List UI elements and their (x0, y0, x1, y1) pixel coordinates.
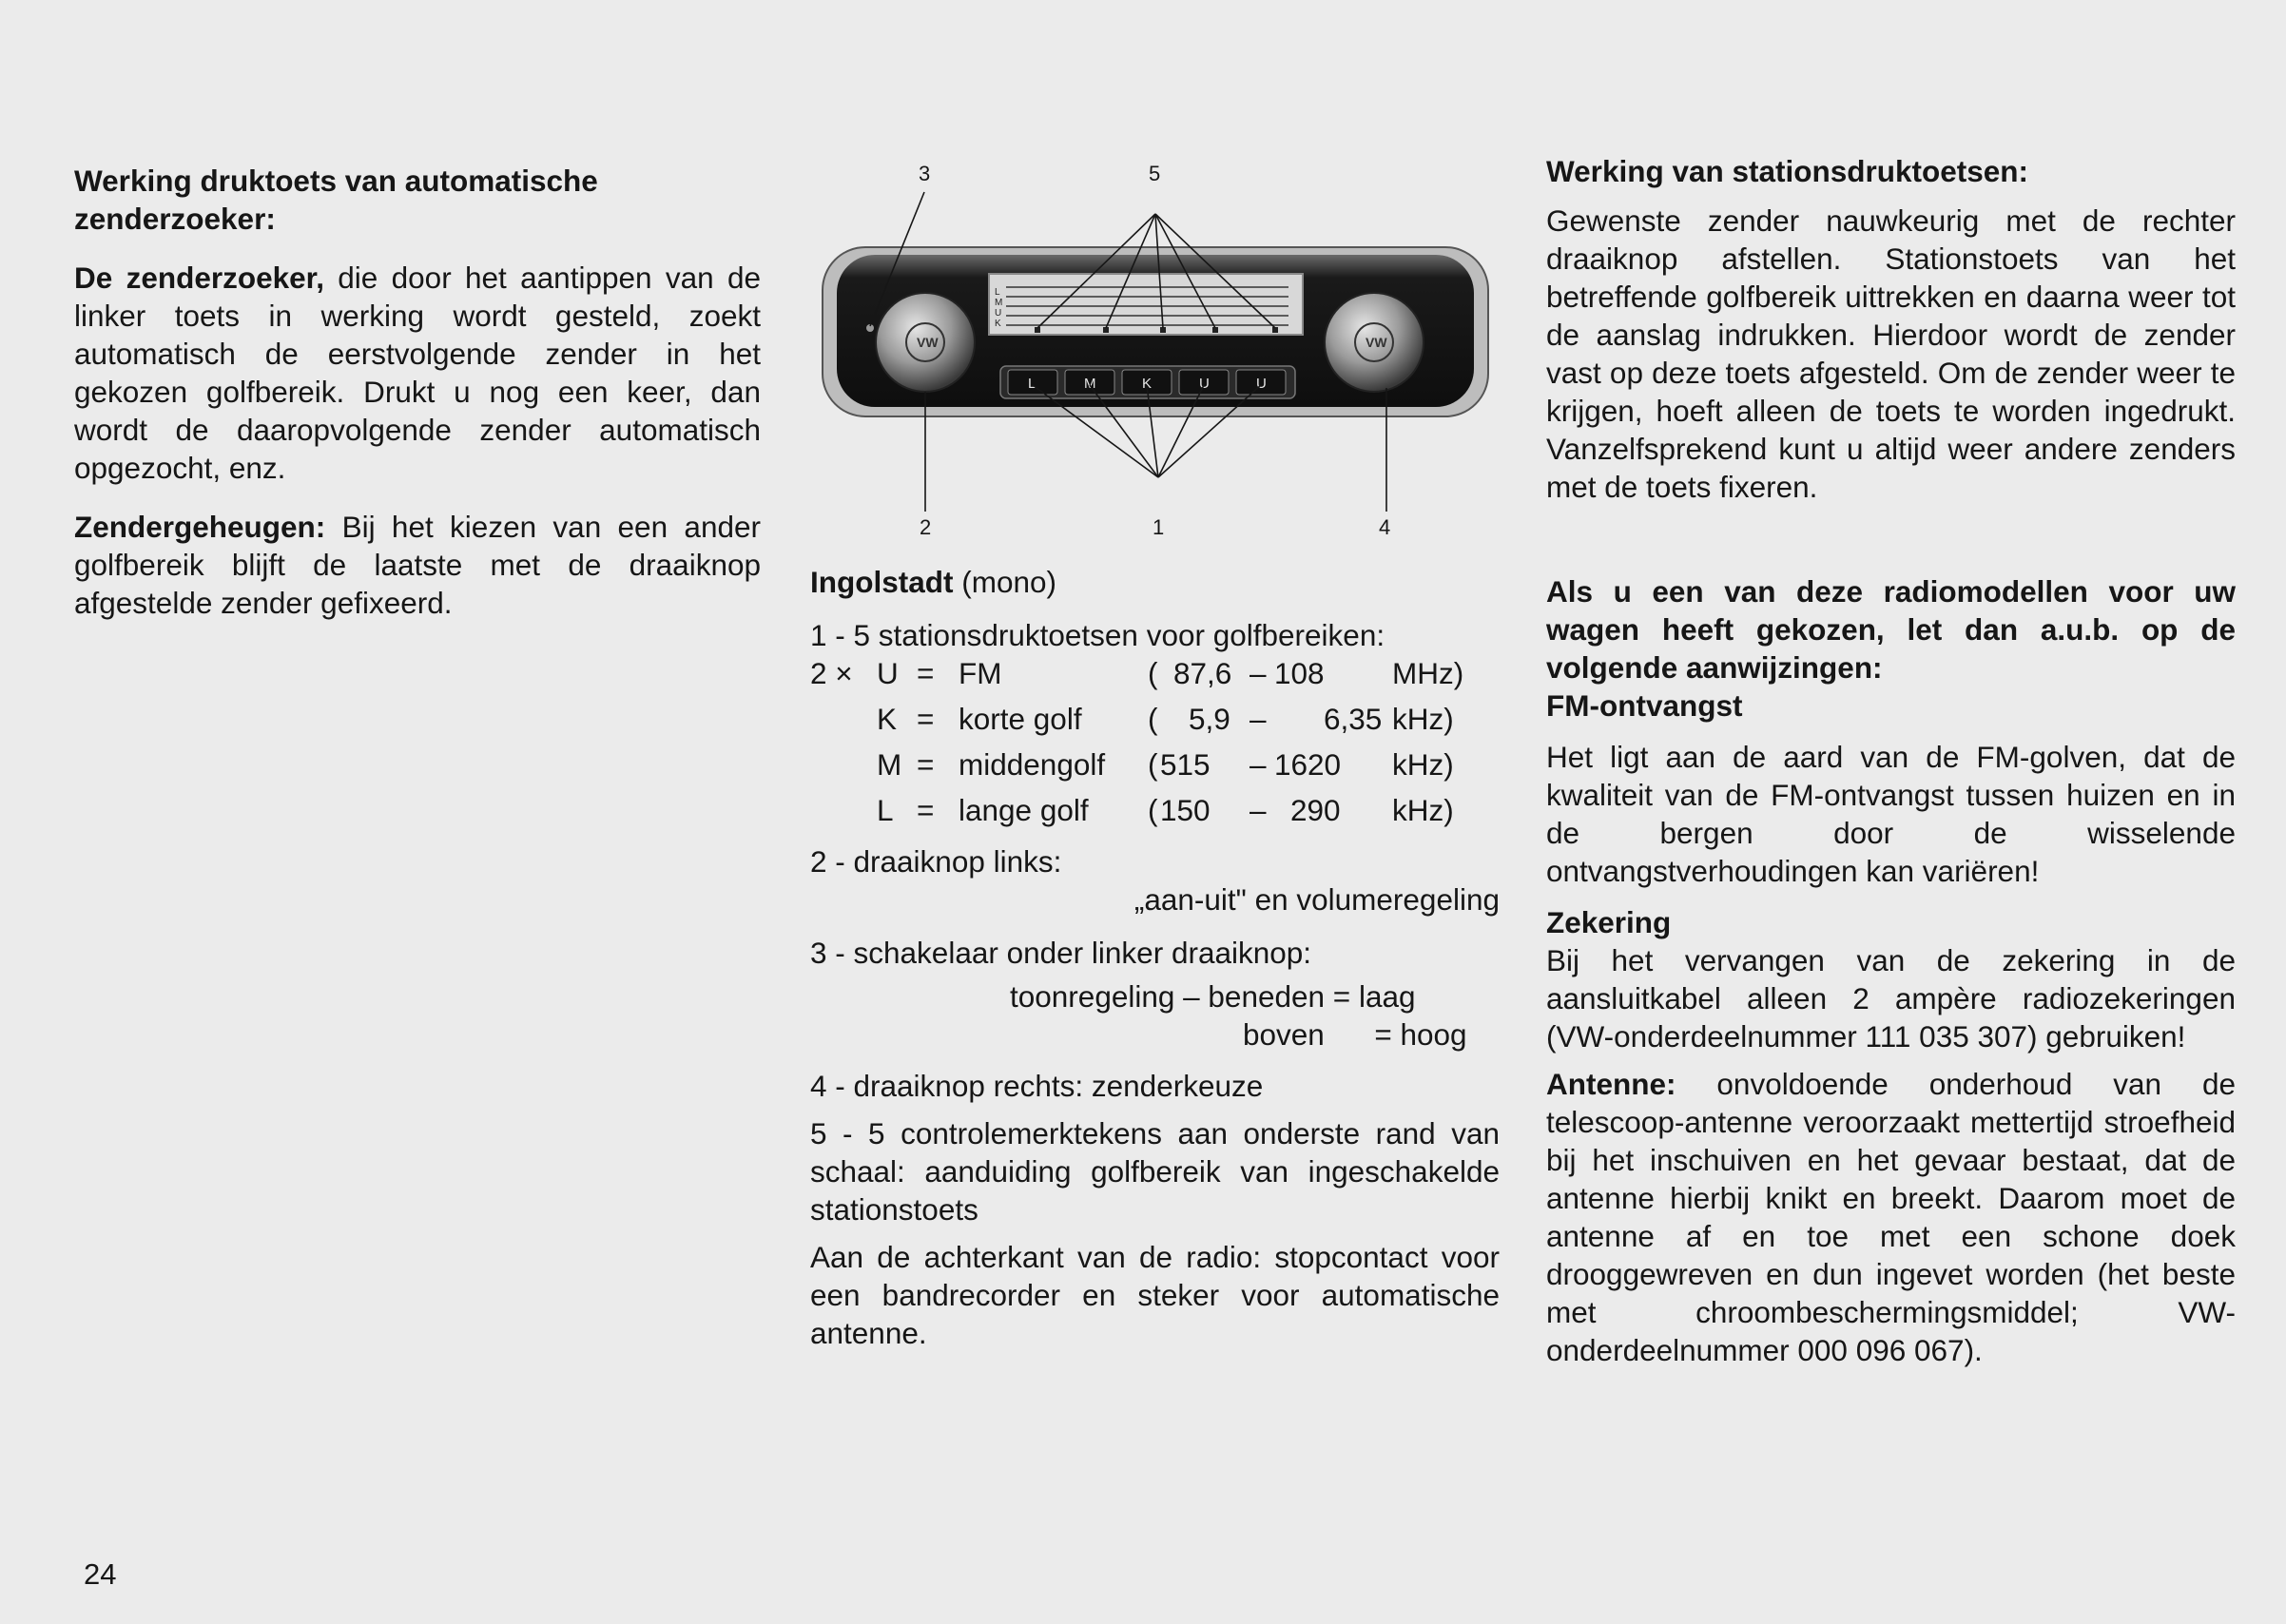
zenderzoeker-text: die door het aantippen van de linker toets in werking wordt gesteld, zoekt automatisch de eerstvolgende zender in het gekozen golfbereik. Drukt u nog een keer, dan wordt de daaropvolgende zender automatisch opgezocht, enz. (74, 261, 761, 485)
band-high: 290 (1290, 793, 1341, 827)
band-dash: – (1250, 747, 1267, 782)
band-open: ( (1148, 656, 1158, 690)
band-key: L (877, 793, 894, 827)
band-low: 515 (1160, 747, 1211, 782)
band-high: 1620 (1274, 747, 1342, 782)
model-name: Ingolstadt (810, 565, 954, 599)
station-button-label-u1: U (1199, 376, 1210, 392)
band-name: FM (959, 656, 1002, 690)
zendergeheugen-term: Zendergeheugen: (74, 510, 326, 544)
band-eq: = (917, 747, 935, 782)
dial-row-label-l: L (995, 287, 1000, 298)
left-knob-logo: VW (917, 335, 939, 350)
band-prefix: 2 × (810, 656, 853, 690)
zekering-heading: Zekering (1546, 905, 1672, 939)
callout-4: 4 (1379, 515, 1391, 539)
band-dash: – (1250, 793, 1267, 827)
model-title (810, 563, 1500, 601)
dial-row-label-u: U (995, 308, 1002, 319)
tone-low: toonregeling – beneden = laag (1010, 979, 1416, 1014)
band-row-fm (810, 654, 1500, 700)
item-2-sub: „aan-uit" en volumeregeling (1133, 882, 1500, 917)
band-eq: = (917, 702, 935, 736)
item-3: 3 - schakelaar onder linker draaiknop: (810, 936, 1312, 970)
middle-column (810, 563, 1500, 1352)
radio-illustration (808, 152, 1502, 551)
callout-3: 3 (919, 162, 931, 185)
fm-paragraph: Het ligt aan de aard van de FM-golven, dat de kwaliteit van de FM-ontvangst tussen huizen en in de bergen door de wisselende ontvangstverhoudingen kan variëren! (1546, 740, 2236, 888)
item-5: 5 - 5 controlemerktekens aan onderste rand van schaal: aanduiding golfbereik van ingeschakelde stationstoets (810, 1116, 1500, 1227)
band-unit: kHz) (1392, 702, 1454, 736)
station-button-label-k: K (1142, 376, 1153, 392)
band-key: M (877, 747, 902, 782)
band-low: 150 (1160, 793, 1211, 827)
item-2: 2 - draaiknop links: (810, 844, 1062, 879)
left-column (74, 162, 761, 622)
zenderzoeker-paragraph (74, 259, 761, 487)
model-suffix: (mono) (953, 565, 1057, 599)
right-column (1546, 152, 2236, 1369)
band-key: U (877, 656, 899, 690)
band-key: K (877, 702, 898, 736)
band-eq: = (917, 656, 935, 690)
callout-2: 2 (920, 515, 932, 539)
band-dash: – (1250, 702, 1267, 736)
band-dash: – (1250, 656, 1267, 690)
band-table (810, 654, 1500, 837)
zendergeheugen-text: Bij het kiezen van een ander golfbereik blijft de laatste met de draaiknop afgestelde zender gefixeerd. (74, 510, 761, 620)
band-low: 87,6 (1173, 656, 1232, 690)
band-unit: kHz) (1392, 747, 1454, 782)
dial-row-label-k: K (995, 319, 1001, 329)
zendergeheugen-paragraph (74, 508, 761, 622)
dial-row-label-m: M (995, 298, 1003, 308)
band-eq: = (917, 793, 935, 827)
item-1: 1 - 5 stationsdruktoetsen voor golfbereiken: (810, 618, 1385, 652)
zenderzoeker-term: De zenderzoeker, (74, 261, 324, 295)
band-row-k (810, 700, 1500, 745)
antenne-term: Antenne: (1546, 1067, 1676, 1101)
band-low: 5,9 (1189, 702, 1230, 736)
antenne-paragraph (1546, 1065, 2236, 1369)
item-4: 4 - draaiknop rechts: zenderkeuze (810, 1069, 1264, 1103)
callout-5: 5 (1149, 162, 1161, 185)
station-button-label-m: M (1084, 376, 1096, 392)
page-number: 24 (84, 1557, 117, 1591)
band-row-l (810, 791, 1500, 837)
stationstoetsen-paragraph: Gewenste zender nauwkeurig met de rechter draaiknop afstellen. Stationstoets van het betreffende golfbereik uittrekken en daarna weer tot de aanslag indrukken. Hierdoor wordt de zender vast op deze toets afgesteld. Om de zender weer te krijgen, hoeft alleen de toets te worden ingedrukt. Vanzelfsprekend kunt u altijd weer andere zenders met de toets fixeren. (1546, 203, 2236, 504)
callout-1: 1 (1153, 515, 1165, 539)
station-button-label-l: L (1028, 376, 1036, 392)
band-high: 6,35 (1324, 702, 1383, 736)
band-high: 108 (1274, 656, 1325, 690)
band-open: ( (1148, 702, 1158, 736)
band-unit: MHz) (1392, 656, 1464, 690)
fm-heading: FM-ontvangst (1546, 688, 1743, 723)
antenne-text: onvoldoende onderhoud van de telescoop-antenne veroorzaakt mettertijd stroefheid bij het inschuiven en het gevaar bestaat, dat de antenne hierbij knikt en breekt. Daarom moet de antenne af en toe met een schone doek drooggewreven en dun ingevet worden (het beste met chroombeschermingsmiddel; VW-onderdeelnummer 000 096 067). (1546, 1067, 2236, 1367)
left-heading: Werking druktoets van automatische zenderzoeker: (74, 164, 598, 236)
station-button-label-u2: U (1256, 376, 1267, 392)
band-name: lange golf (959, 793, 1089, 827)
back-note: Aan de achterkant van de radio: stopcontact voor een bandrecorder en steker voor automatische antenne. (810, 1240, 1500, 1350)
band-open: ( (1148, 793, 1158, 827)
band-unit: kHz) (1392, 793, 1454, 827)
band-row-m (810, 745, 1500, 791)
band-open: ( (1148, 747, 1158, 782)
band-name: middengolf (959, 747, 1106, 782)
right-knob-logo: VW (1366, 335, 1387, 350)
right-heading-1: Werking van stationsdruktoetsen: (1546, 154, 2029, 188)
zekering-paragraph: Bij het vervangen van de zekering in de aansluitkabel alleen 2 ampère radiozekeringen (VW-onderdeelnummer 111 035 307) gebruiken! (1546, 943, 2236, 1054)
band-name: korte golf (959, 702, 1082, 736)
tone-high: boven = hoog (1243, 1017, 1467, 1052)
right-heading-2: Als u een van deze radiomodellen voor uw wagen heeft gekozen, let dan a.u.b. op de volgende aanwijzingen: (1546, 574, 2236, 685)
